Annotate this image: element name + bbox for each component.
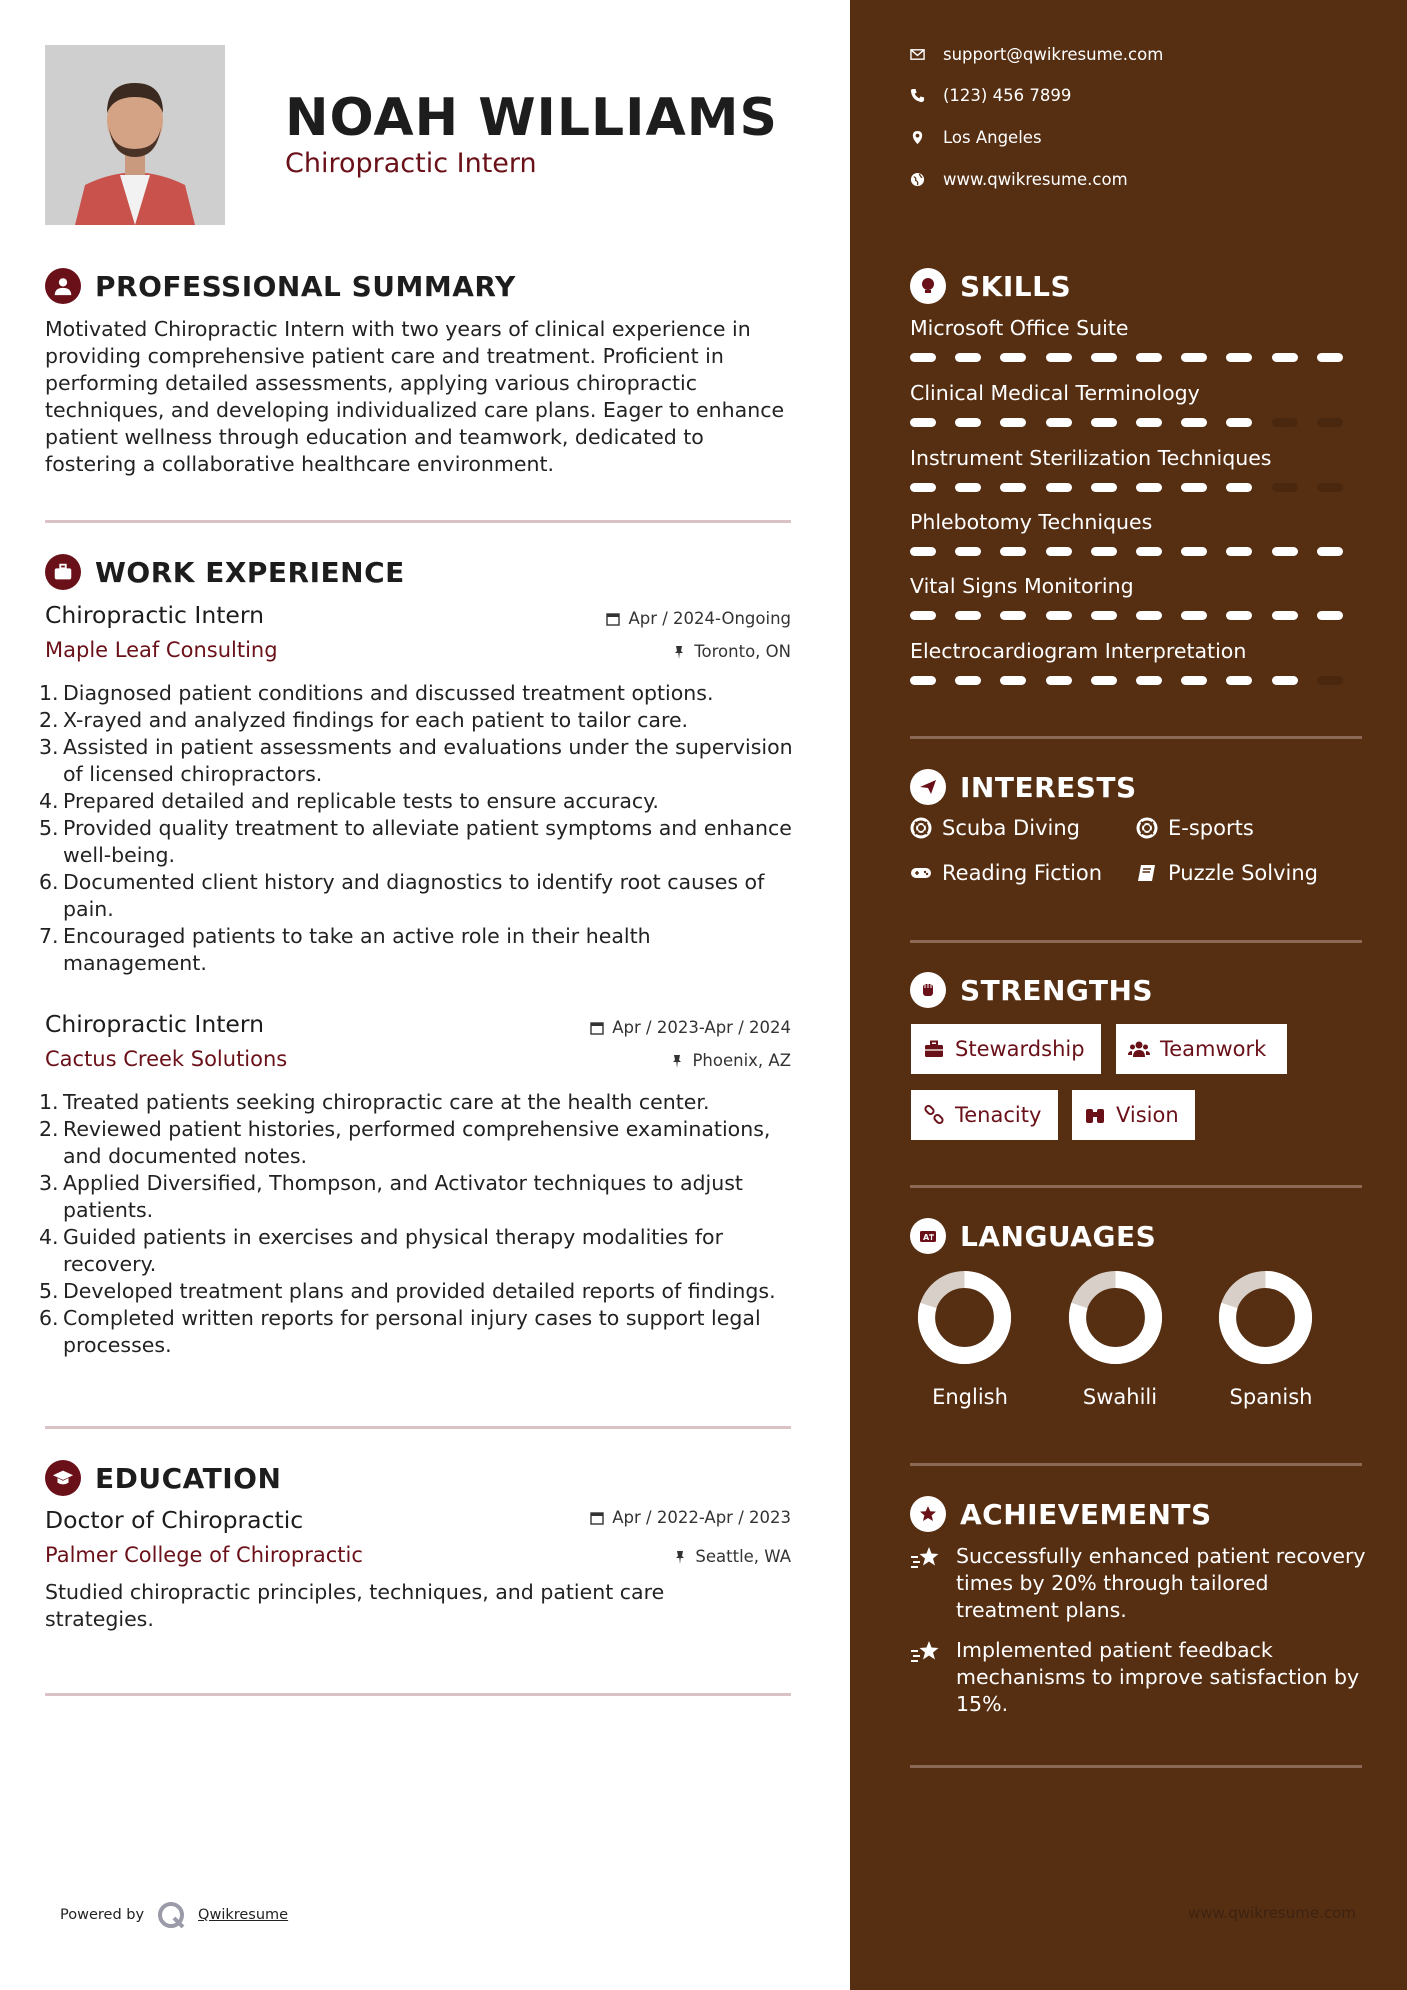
contact-phone-text: (123) 456 7899 <box>943 86 1072 105</box>
education-heading <box>45 1460 281 1496</box>
pin-icon <box>670 1054 684 1068</box>
summary-title: PROFESSIONAL SUMMARY <box>95 269 516 303</box>
list-item: 4. Guided patients in exercises and physical therapy modalities for recovery. <box>39 1225 724 1276</box>
skill-segment <box>1181 353 1207 362</box>
education-date <box>590 1508 791 1527</box>
divider <box>45 1693 791 1696</box>
lightbulb-icon <box>910 268 946 304</box>
skill-segment <box>1181 418 1207 427</box>
language-label: English <box>932 1385 1008 1409</box>
job-title: Chiropractic Intern <box>45 601 265 629</box>
skill-segment <box>1136 483 1162 492</box>
skill-bar <box>910 611 1362 621</box>
list-item: 3. Assisted in patient assessments and evaluations under the supervision of licensed chiropractors. <box>39 735 793 786</box>
list-item: 6. Documented client history and diagnostics to identify root causes of pain. <box>39 870 765 921</box>
language-ring <box>1068 1270 1163 1365</box>
education-text: Studied chiropractic principles, techniques, and patient care strategies. <box>45 1580 665 1631</box>
skill-segment <box>910 483 936 492</box>
degree-title: Doctor of Chiropractic <box>45 1506 304 1534</box>
divider <box>910 736 1362 739</box>
achievement-text: Successfully enhanced patient recovery times by 20% through tailored treatment plans. <box>956 1544 1366 1622</box>
divider <box>45 1426 791 1429</box>
skill-label: Clinical Medical Terminology <box>910 381 1200 405</box>
strength-label: Vision <box>1116 1103 1179 1127</box>
skill-segment <box>1272 418 1298 427</box>
list-item: 2. Reviewed patient histories, performed comprehensive examinations, and documented notes. <box>39 1117 771 1168</box>
skill-segment <box>1000 353 1026 362</box>
interest-item <box>1136 861 1318 885</box>
achievements-title: ACHIEVEMENTS <box>960 1497 1212 1531</box>
skill-segment <box>1091 418 1117 427</box>
job-date <box>606 609 791 628</box>
profile-photo <box>45 45 225 225</box>
skill-segment <box>1181 547 1207 556</box>
briefcase-icon <box>923 1038 945 1060</box>
skill-segment <box>1091 483 1117 492</box>
skill-segment <box>955 483 981 492</box>
strength-badge <box>911 1024 1101 1074</box>
interest-label: Scuba Diving <box>942 816 1080 840</box>
school-name: Palmer College of Chiropractic <box>45 1543 363 1567</box>
skill-segment <box>1317 611 1343 620</box>
skill-segment <box>1272 483 1298 492</box>
strength-label: Tenacity <box>955 1103 1042 1127</box>
skill-label: Phlebotomy Techniques <box>910 510 1153 534</box>
skill-segment <box>1046 418 1072 427</box>
skill-segment <box>1226 418 1252 427</box>
interest-label: E-sports <box>1168 816 1254 840</box>
job-duties-2 <box>39 1089 799 1359</box>
skill-segment <box>955 611 981 620</box>
strength-badge <box>911 1090 1058 1140</box>
pin-icon <box>672 645 686 659</box>
envelope-icon <box>910 47 925 62</box>
achievement-item <box>910 1637 1370 1718</box>
strengths-title: STRENGTHS <box>960 973 1154 1007</box>
skill-segment <box>1317 676 1343 685</box>
work-title: WORK EXPERIENCE <box>95 555 405 589</box>
contact-email-text: support@qwikresume.com <box>943 45 1164 64</box>
skill-bar <box>910 483 1362 493</box>
skill-segment <box>1181 483 1207 492</box>
user-icon <box>45 268 81 304</box>
pin-icon <box>673 1550 687 1564</box>
skill-segment <box>1136 418 1162 427</box>
svg-text:A: A <box>923 1233 930 1242</box>
language-ring <box>917 1270 1012 1365</box>
skill-segment <box>1000 418 1026 427</box>
list-item: 2. X-rayed and analyzed findings for each patient to tailor care. <box>39 708 689 732</box>
list-item: 1. Treated patients seeking chiropractic care at the health center. <box>39 1090 710 1114</box>
skill-segment <box>910 547 936 556</box>
contact-website-text: www.qwikresume.com <box>943 170 1128 189</box>
skill-bar <box>910 676 1362 686</box>
skill-segment <box>1272 547 1298 556</box>
job-duties-1 <box>39 680 799 977</box>
qwikresume-logo-icon <box>156 1900 186 1930</box>
languages-title: LANGUAGES <box>960 1219 1157 1253</box>
language-ring <box>1218 1270 1313 1365</box>
graduation-cap-icon <box>45 1460 81 1496</box>
interest-item <box>1136 816 1254 840</box>
skill-segment <box>910 611 936 620</box>
skill-segment <box>1317 547 1343 556</box>
shooting-star-icon <box>910 1639 942 1667</box>
calendar-icon <box>606 612 620 626</box>
company-name: Cactus Creek Solutions <box>45 1047 288 1071</box>
gamepad-icon <box>910 862 932 884</box>
skill-segment <box>1226 676 1252 685</box>
briefcase-icon <box>45 554 81 590</box>
skill-segment <box>1181 611 1207 620</box>
list-item: 3. Applied Diversified, Thompson, and Activator techniques to adjust patients. <box>39 1171 743 1222</box>
powered-by-text: Powered by <box>60 1907 145 1923</box>
skill-bar <box>910 547 1362 557</box>
skill-segment <box>1046 676 1072 685</box>
skill-segment <box>1046 353 1072 362</box>
skill-segment <box>955 676 981 685</box>
job-date-text: Apr / 2024-Ongoing <box>628 609 791 628</box>
skill-segment <box>1000 611 1026 620</box>
skill-label: Vital Signs Monitoring <box>910 574 1134 598</box>
languages-heading <box>910 1218 1156 1254</box>
skill-label: Instrument Sterilization Techniques <box>910 446 1272 470</box>
strength-badge <box>1116 1024 1287 1074</box>
education-location-text: Seattle, WA <box>695 1547 791 1566</box>
skill-bar <box>910 418 1362 428</box>
skill-segment <box>1317 418 1343 427</box>
summary-heading <box>45 268 516 304</box>
skill-segment <box>1136 676 1162 685</box>
users-icon <box>1128 1038 1150 1060</box>
skill-segment <box>1181 676 1207 685</box>
skill-segment <box>1226 353 1252 362</box>
skill-segment <box>1226 611 1252 620</box>
skill-segment <box>910 676 936 685</box>
paper-plane-icon <box>910 769 946 805</box>
job-location <box>672 642 791 661</box>
summary-text: Motivated Chiropractic Intern with two years of clinical experience in providing comprehensive patient care and treatment. Proficient in performing detailed assessments, applying various chiropractic techniques, and developing individualized care plans. Eager to enhance patient wellness through education and teamwork, dedicated to fostering a collaborative healthcare environment. <box>45 317 785 476</box>
contact-location-text: Los Angeles <box>943 128 1042 147</box>
skill-segment <box>1272 353 1298 362</box>
fist-icon <box>910 972 946 1008</box>
candidate-name: NOAH WILLIAMS <box>285 88 778 148</box>
contact-website[interactable] <box>910 170 1128 189</box>
job-date <box>590 1018 791 1037</box>
job-location-text: Toronto, ON <box>694 642 791 661</box>
interest-label: Reading Fiction <box>942 861 1103 885</box>
work-heading <box>45 554 405 590</box>
interest-item <box>910 861 1102 885</box>
qwikresume-link[interactable]: Qwikresume <box>198 1907 289 1923</box>
achievement-item <box>910 1543 1370 1624</box>
skill-segment <box>1091 676 1117 685</box>
list-item: 7. Encouraged patients to take an active role in their health management. <box>39 924 651 975</box>
sidebar <box>850 0 1407 1990</box>
footer-site: www.qwikresume.com <box>1188 1904 1356 1922</box>
education-date-text: Apr / 2022-Apr / 2023 <box>612 1508 791 1527</box>
star-badge-icon <box>910 1496 946 1532</box>
skill-segment <box>1046 547 1072 556</box>
skill-segment <box>1046 483 1072 492</box>
divider <box>910 940 1362 943</box>
skill-segment <box>1226 547 1252 556</box>
skills-heading <box>910 268 1071 304</box>
skill-segment <box>1272 611 1298 620</box>
skill-segment <box>1317 483 1343 492</box>
language-label: Swahili <box>1082 1385 1158 1409</box>
skill-segment <box>1272 676 1298 685</box>
skill-label: Electrocardiogram Interpretation <box>910 639 1247 663</box>
skill-segment <box>1000 676 1026 685</box>
skill-segment <box>1091 611 1117 620</box>
list-item: 1. Diagnosed patient conditions and discussed treatment options. <box>39 681 714 705</box>
divider <box>45 520 791 523</box>
phone-icon <box>910 88 925 103</box>
company-name: Maple Leaf Consulting <box>45 638 278 662</box>
education-location <box>673 1547 791 1566</box>
link-icon <box>923 1104 945 1126</box>
contact-phone[interactable] <box>910 86 1071 105</box>
interest-label: Puzzle Solving <box>1168 861 1318 885</box>
divider <box>910 1185 1362 1188</box>
strength-badge <box>1072 1090 1195 1140</box>
skill-segment <box>1091 547 1117 556</box>
interests-heading <box>910 769 1137 805</box>
skill-segment <box>1136 547 1162 556</box>
strengths-heading <box>910 972 1153 1008</box>
skill-segment <box>1226 483 1252 492</box>
skill-segment <box>1317 353 1343 362</box>
list-item: 6. Completed written reports for personal injury cases to support legal processes. <box>39 1306 761 1357</box>
skill-bar <box>910 353 1362 363</box>
language-label: Spanish <box>1229 1385 1313 1409</box>
skill-segment <box>1136 353 1162 362</box>
interest-item <box>910 816 1080 840</box>
education-title: EDUCATION <box>95 1461 282 1495</box>
skill-segment <box>1000 483 1026 492</box>
calendar-icon <box>590 1021 604 1035</box>
translate-icon <box>910 1218 946 1254</box>
skill-segment <box>1000 547 1026 556</box>
strength-label: Stewardship <box>955 1037 1085 1061</box>
job-title: Chiropractic Intern <box>45 1010 265 1038</box>
skill-segment <box>910 418 936 427</box>
lifebuoy-icon <box>1136 817 1158 839</box>
contact-email[interactable] <box>910 45 1163 64</box>
strength-label: Teamwork <box>1160 1037 1267 1061</box>
list-item: 5. Developed treatment plans and provided detailed reports of findings. <box>39 1279 776 1303</box>
map-pin-icon <box>910 130 925 145</box>
job-location-text: Phoenix, AZ <box>692 1051 791 1070</box>
skill-segment <box>955 547 981 556</box>
lifebuoy-icon <box>910 817 932 839</box>
divider <box>910 1765 1362 1768</box>
skill-segment <box>955 418 981 427</box>
shooting-star-icon <box>910 1545 942 1573</box>
skill-segment <box>1046 611 1072 620</box>
interests-title: INTERESTS <box>960 770 1137 804</box>
calendar-icon <box>590 1511 604 1525</box>
skill-segment <box>910 353 936 362</box>
achievement-text: Implemented patient feedback mechanisms to improve satisfaction by 15%. <box>956 1638 1360 1716</box>
footer-powered <box>60 1900 288 1930</box>
skill-segment <box>955 353 981 362</box>
job-location <box>670 1051 791 1070</box>
skills-title: SKILLS <box>960 269 1072 303</box>
book-icon <box>1136 862 1158 884</box>
binoculars-icon <box>1084 1104 1106 1126</box>
divider <box>910 1463 1362 1466</box>
skill-segment <box>1091 353 1117 362</box>
achievements-heading <box>910 1496 1212 1532</box>
globe-icon <box>910 172 925 187</box>
candidate-role: Chiropractic Intern <box>285 148 537 179</box>
skill-segment <box>1136 611 1162 620</box>
skill-label: Microsoft Office Suite <box>910 316 1129 340</box>
list-item: 4. Prepared detailed and replicable tests to ensure accuracy. <box>39 789 659 813</box>
contact-location <box>910 128 1042 147</box>
job-date-text: Apr / 2023-Apr / 2024 <box>612 1018 791 1037</box>
list-item: 5. Provided quality treatment to alleviate patient symptoms and enhance well-being. <box>39 816 792 867</box>
